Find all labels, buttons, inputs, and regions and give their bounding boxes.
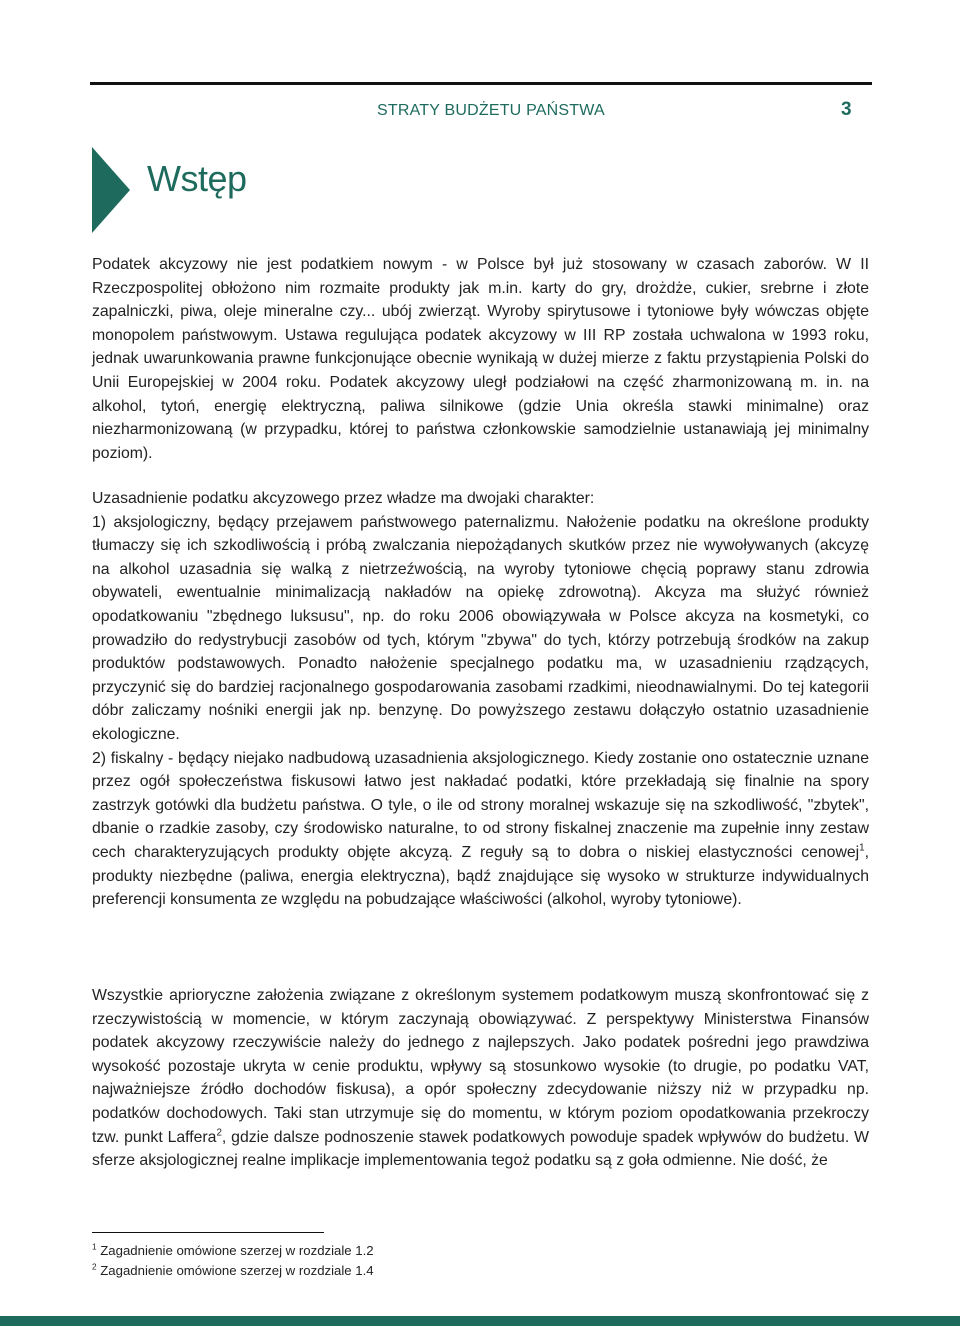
- paragraph-justification: [92, 487, 869, 912]
- footnote-ref[interactable]: 2: [216, 1127, 222, 1139]
- footnote-ref[interactable]: 1: [859, 842, 865, 854]
- footnote-text: Zagadnienie omówione szerzej w rozdziale 1.2: [100, 1243, 374, 1258]
- list-item: [92, 747, 869, 912]
- footnote-text: Zagadnienie omówione szerzej w rozdziale 1.4: [100, 1263, 374, 1278]
- paragraph-intro: [92, 253, 869, 465]
- paragraph-text: Podatek akcyzowy nie jest podatkiem nowym - w Polsce był już stosowany w czasach zaborów. W II Rzeczpospolitej obłożono nim rozmaite produkty jak m.in. karty do gry, drożdże, cukier, srebrne i złote zapalniczki, piwa, oleje mineralne czy... ubój zwierząt. Wyroby spirytusowe i tytoniowe były wówczas objęte monopolem państwowym. Ustawa regulująca podatek akcyzowy w III RP została uchwalona w 1993 roku, jednak uwarunkowania prawne funkcjonujące obecnie wynikają w dużej mierze z faktu przystąpienia Polski do Unii Europejskiej w 2004 roku. Podatek akcyzowy uległ podziałowi na część zharmonizowaną m. in. na alkohol, tytoń, energię elektryczną, paliwa silnikowe (gdzie Unia określa stawki minimalne) oraz niezharmonizowaną (w przypadku, której to państwa członkowskie samodzielnie ustanawiają jej minimalny poziom).: [92, 256, 869, 462]
- paragraph-text: 2) fiskalny - będący niejako nadbudową uzasadnienia aksjologicznego. Kiedy zostanie ono ostatecznie uznane przez ogół społeczeństwa fiskusowi łatwo jest nakładać podatki, które przekładają się finalnie na spory zastrzyk gotówki dla budżetu państwa. O tyle, o ile od strony moralnej wskazuje się na szkodliwość, "zbytek", dbanie o rzadkie zasoby, czy środowisko naturalne, to od strony fiskalnej znaczenie ma zupełnie inny zestaw cech charakteryzujących produkty objęte akcyzą. Z reguły są to dobra o niskiej elastyczności cenowej: [92, 749, 869, 861]
- chevron-right-icon: [92, 147, 130, 233]
- footnote-rule: [92, 1232, 324, 1233]
- page-number: 3: [841, 99, 852, 120]
- paragraph-text: [92, 984, 869, 1173]
- running-header-title: STRATY BUDŻETU PAŃSTWA: [377, 102, 605, 119]
- footnote: [92, 1241, 374, 1261]
- paragraph-assumptions: [92, 984, 869, 1173]
- section-title: Wstęp: [147, 158, 247, 199]
- header-rule: [90, 82, 872, 85]
- footnote-number: 2: [92, 1262, 97, 1272]
- footnote: [92, 1261, 374, 1281]
- paragraph-text-part: Wszystkie aprioryczne założenia związane z określonym systemem podatkowym muszą skonfrontować się z rzeczywistością w momencie, w którym zaczynają obowiązywać. Z perspektywy Ministerstwa Finansów podatek akcyzowy rzeczywiście należy do jednego z najlepszych. Jako podatek pośredni jego prawdziwa wysokość pozostaje ukryta w cenie produktu, wpływy są stosunkowo wysokie (to drugie, po podatku VAT, najważniejsze źródło dochodów fiskusa), a opór społeczny zdecydowanie niższy niż w przypadku np. podatków dochodowych. Taki stan utrzymuje się do momentu, w którym poziom opodatkowania przekroczy tzw. punkt Laffera: [92, 987, 869, 1146]
- paragraph-text-part: , gdzie dalsze podnoszenie stawek podatkowych powoduje spadek wpływów do budżetu. W sferze aksjologicznej realne implikacje implementowania tegoż podatku są z goła odmienne. Nie dość, że: [92, 1128, 869, 1170]
- footnotes: [92, 1241, 374, 1281]
- list-item: 1) aksjologiczny, będący przejawem państwowego paternalizmu. Nałożenie podatku na określone produkty tłumaczy się ich szkodliwością i próbą zwalczania niepożądanych skutków przez nie wywoływanych (akcyzę na alkohol uzasadnia się walką z nietrzeźwością, na wyroby tytoniowe chęcią poprawy stanu zdrowia obywateli, ewentualnie minimalizacją nakładów na opiekę zdrowotną). Akcyza ma służyć również opodatkowaniu "zbędnego luksusu", np. do roku 2006 obowiązywała w Polsce akcyza na kosmetyki, co prowadziło do redystrybucji zasobów od tych, którym "zbywa" do tych, którzy potrzebują środków na zakup produktów podstawowych. Ponadto nałożenie specjalnego podatku ma, w uzasadnieniu rządzących, przyczynić się do bardziej racjonalnego gospodarowania zasobami rzadkimi, nieodnawialnymi. Do tej kategorii dóbr zaliczamy nośniki energii jak np. benzynę. Do powyższego zestawu dołączyło ostatnio uzasadnienie ekologiczne.: [92, 513, 869, 743]
- paragraph-text: Uzasadnienie podatku akcyzowego przez władze ma dwojaki charakter:: [92, 490, 595, 507]
- footer-band: [0, 1316, 960, 1326]
- paragraph-text: , produkty niezbędne (paliwa, energia elektryczna), bądź znajdujące się wysoko w strukturze indywidualnych preferencji konsumenta ze względu na pobudzające właściwości (alkohol, wyroby tytoniowe).: [92, 843, 869, 909]
- footnote-number: 1: [92, 1242, 97, 1252]
